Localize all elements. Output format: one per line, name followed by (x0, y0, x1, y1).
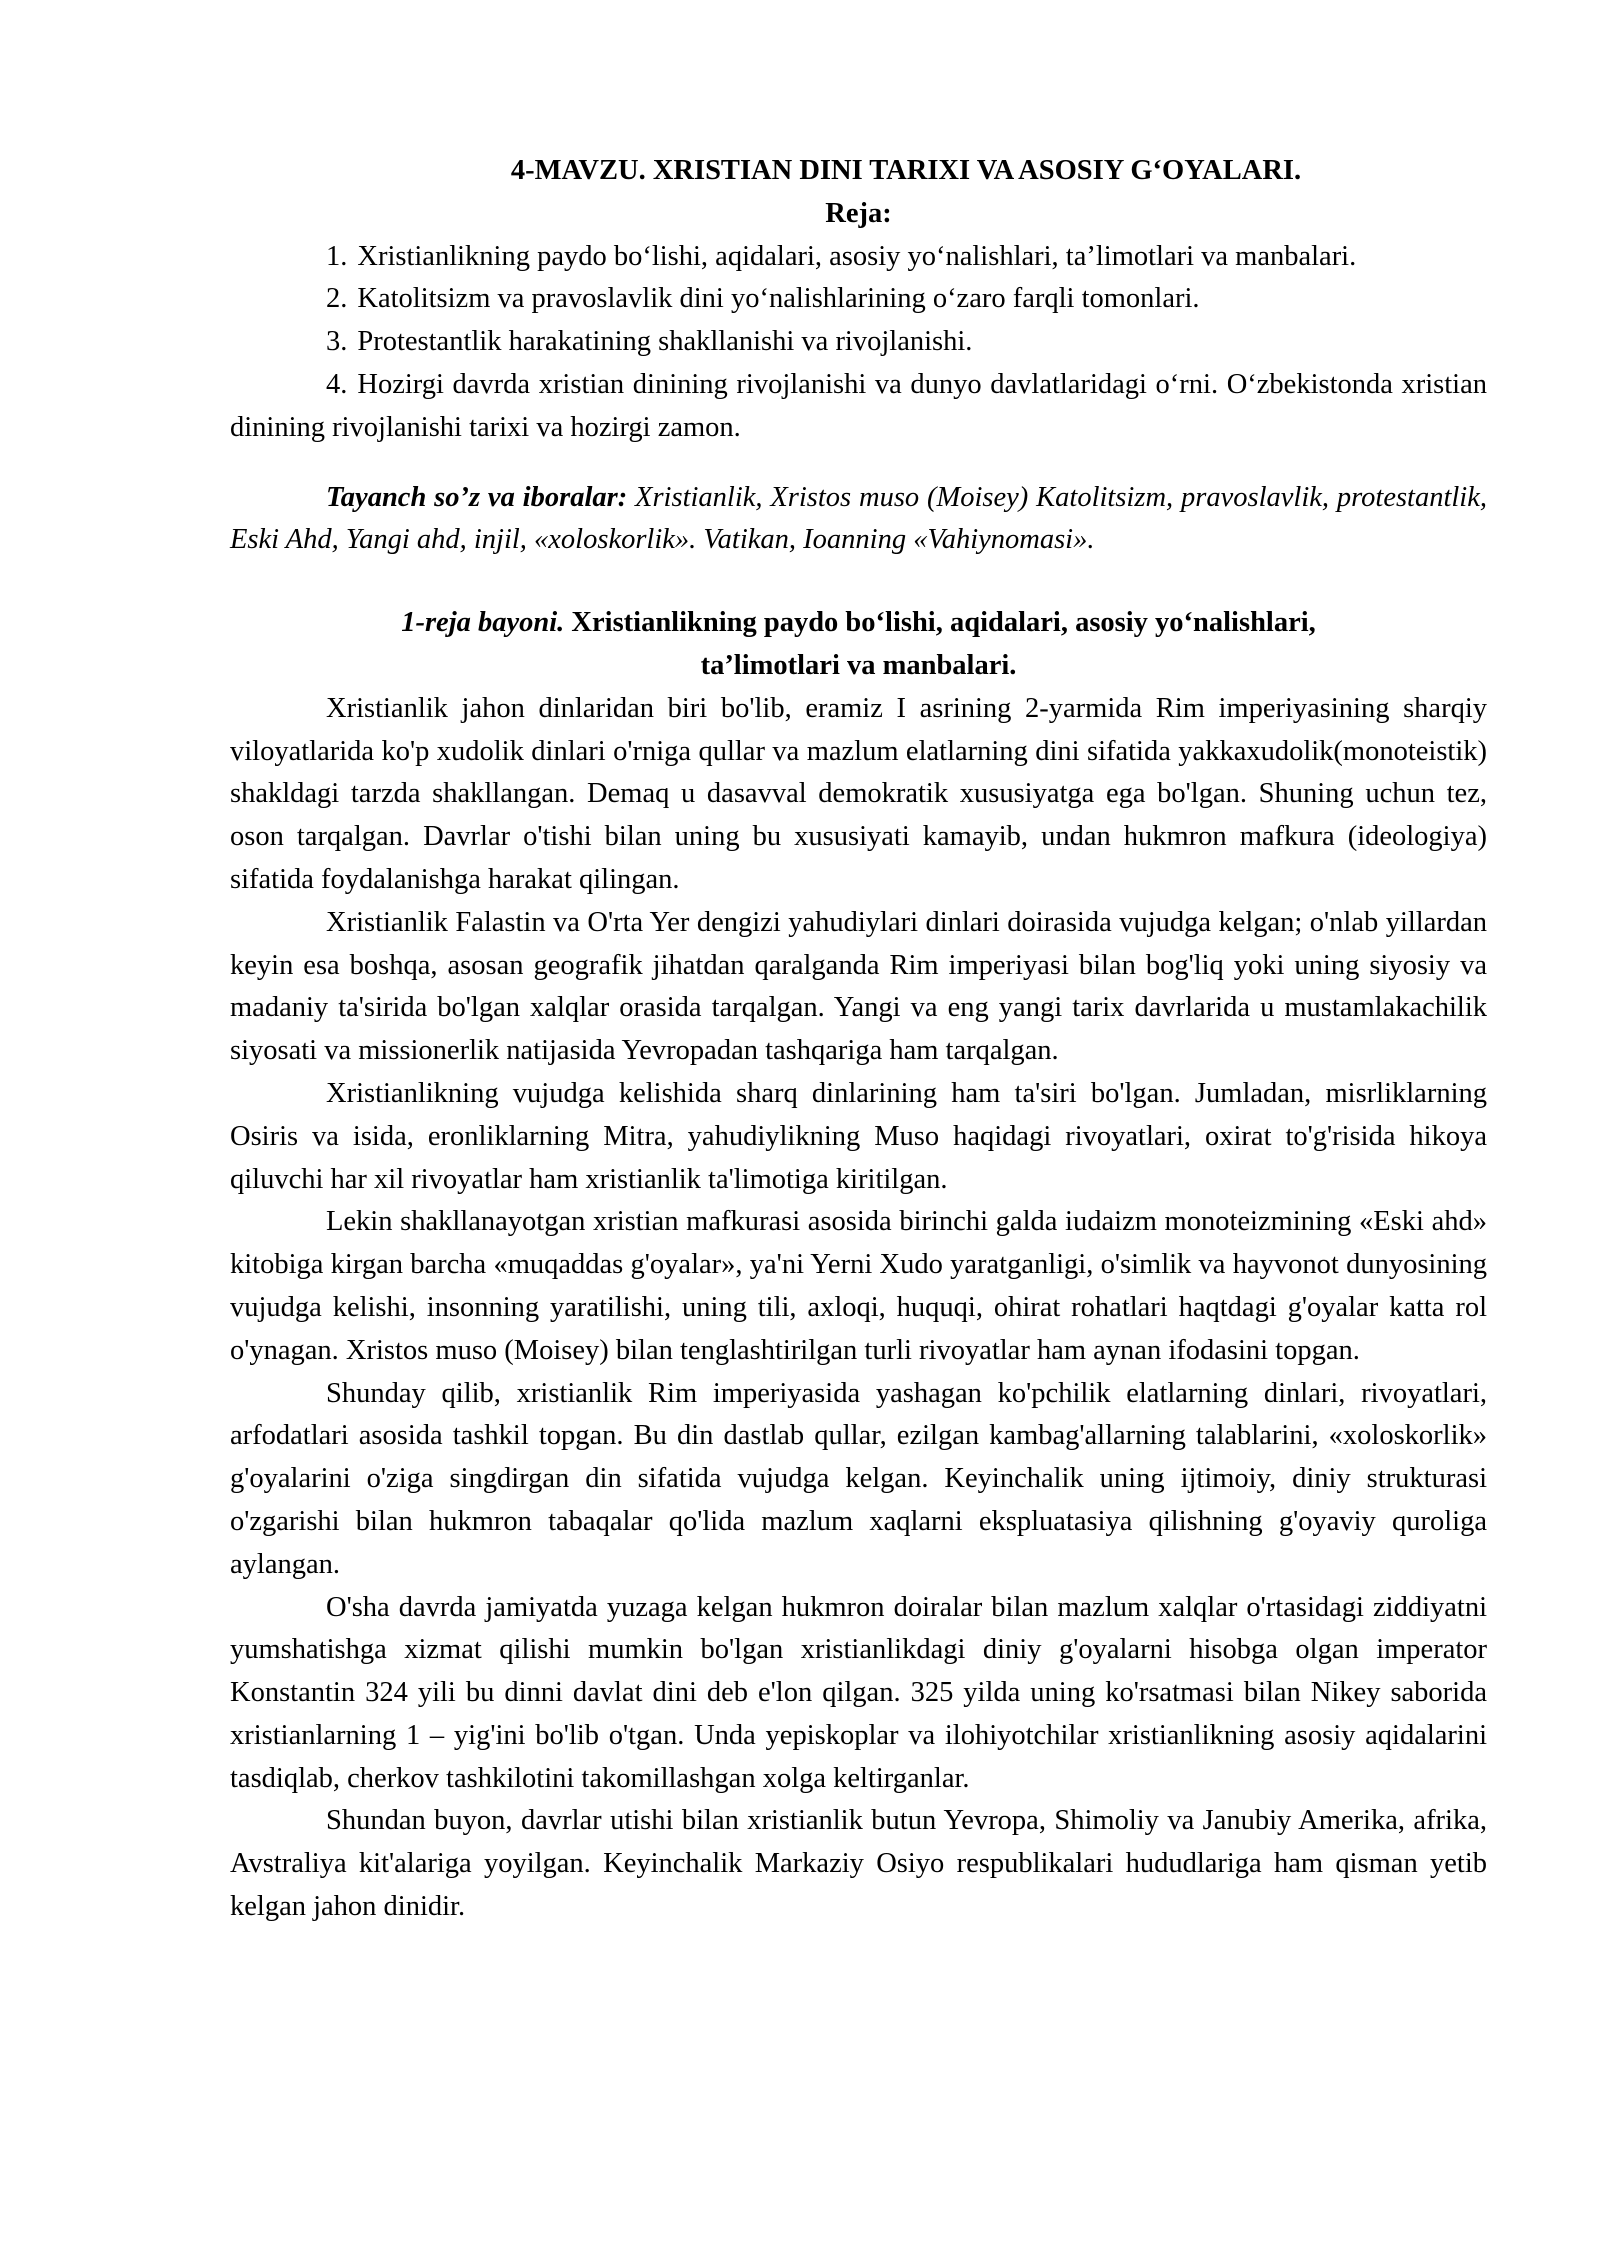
section-1-heading (230, 602, 1487, 688)
plan-item-text: Protestantlik harakatining shakllanishi va rivojlanishi. (357, 326, 973, 358)
plan-item-number: 3. (326, 326, 348, 358)
body-paragraph-3: Xristianlikning vujudga kelishida sharq dinlarining ham ta'siri bo'lgan. Jumladan, misrliklarning Osiris va isida, eronliklarning Mitra, yahudiylikning Muso haqidagi rivoyatlari, oxirat to'g'risida hikoya qiluvchi har xil rivoyatlar ham xristianlik ta'limotiga kiritilgan. (230, 1077, 1487, 1195)
plan-item-text: Hozirgi davrda xristian dinining rivojlanishi va dunyo davlatlaridagi o‘rni. O‘zbekistonda xristian dinining rivojlanishi tarixi va hozirgi zamon. (230, 368, 1487, 443)
body-paragraph-7: Shundan buyon, davrlar utishi bilan xristianlik butun Yevropa, Shimoliy va Janubiy Amerika, afrika, Avstraliya kit'alariga yoyilgan. Keyinchalik Markaziy Osiyo respublikalari hududlariga ham qisman yetib kelgan jahon dinidir. (230, 1805, 1487, 1923)
plan-item-4 (230, 364, 1487, 450)
plan-item-number: 4. (326, 368, 348, 400)
section-1-lead: 1-reja bayoni. (401, 607, 565, 639)
body-paragraph-6: O'sha davrda jamiyatda yuzaga kelgan hukmron doiralar bilan mazlum xalqlar o'rtasidagi ziddiyatni yumshatishga xizmat qilishi mumkin bo'lgan xristianlikdagi diniy g'oyalarni hisobga olgan imperator Konstantin 324 yili bu dinni davlat dini deb e'lon qilgan. 325 yilda uning ko'rsatmasi bilan Nikey saborida xristianlarning 1 – yig'ini bo'lib o'tgan. Unda yepiskoplar va ilohiyotchilar xristianlikning asosiy aqidalarini tasdiqlab, cherkov tashkilotini takomillashgan xolga keltirganlar. (230, 1591, 1487, 1794)
body-paragraph-4: Lekin shakllanayotgan xristian mafkurasi asosida birinchi galda iudaizm monoteizmining «Eski ahd» kitobiga kirgan barcha «muqaddas g'oyalar», ya'ni Yerni Xudo yaratganligi, o'simlik va hayvonot dunyosining vujudga kelishi, insonning yaratilishi, uning tili, axloqi, huquqi, ohirat rohatlari haqtdagi g'oyalar katta rol o'ynagan. Xristos muso (Moisey) bilan tenglashtirilgan turli rivoyatlar ham aynan ifodasini topgan. (230, 1206, 1487, 1366)
plan-item-text: Katolitsizm va pravoslavlik dini yo‘nalishlarining o‘zaro farqli tomonlari. (357, 283, 1200, 315)
plan-label: Reja: (825, 197, 892, 229)
section-1-heading-line-1 (230, 602, 1487, 645)
plan-item-number: 1. (326, 240, 348, 272)
section-1-heading-text: Xristianlikning paydo bo‘lishi, aqidalari, asosiy yo‘nalishlari, (564, 607, 1316, 639)
document-page (230, 150, 1487, 1929)
keywords-text: Xristianlik, Xristos muso (Moisey) Katolitsizm, pravoslavlik, protestantlik, Eski Ahd, Yangi ahd, injil, «xoloskorlik». Vatikan, Ioanning «Vahiynomasi». (230, 481, 1488, 556)
keywords-label: Tayanch so’z va iboralar: (326, 481, 628, 513)
section-1-heading-line-2: ta’limotlari va manbalari. (700, 649, 1017, 681)
body-paragraph-5: Shunday qilib, xristianlik Rim imperiyasida yashagan ko'pchilik elatlarning dinlari, rivoyatlari, arfodatlari asosida tashkil topgan. Bu din dastlab qullar, ezilgan kambag'allarning talablarini, «xoloskorlik» g'oyalarini o'ziga singdirgan din sifatida vujudga kelgan. Keyinchalik uning ijtimoiy, diniy strukturasi o'zgarishi bilan hukmron tabaqalar qo'lida mazlum xaqlarni ekspluatasiya qilishning g'oyaviy quroliga aylangan. (230, 1377, 1487, 1580)
keywords-paragraph (230, 477, 1487, 563)
body-paragraph-2: Xristianlik Falastin va O'rta Yer dengizi yahudiylari dinlari doirasida vujudga kelgan; o'nlab yillardan keyin esa boshqa, asosan geografik jihatdan qaralganda Rim imperiyasi bilan bog'liq yoki uning siyosiy va madaniy ta'sirida bo'lgan xalqlar orasida tarqalgan. Yangi va eng yangi tarix davrlarida u mustamlakachilik siyosati va missionerlik natijasida Yevropadan tashqariga ham tarqalgan. (230, 906, 1487, 1067)
plan-list (230, 236, 1487, 450)
plan-item-number: 2. (326, 283, 348, 315)
plan-item-2 (230, 278, 1487, 321)
document-title: 4-MAVZU. XRISTIAN DINI TARIXI VA ASOSIY G‘OYALARI. (510, 155, 1302, 186)
plan-item-text: Xristianlikning paydo bo‘lishi, aqidalari, asosiy yo‘nalishlari, ta’limotlari va manbalari. (357, 240, 1357, 272)
body-paragraph-1: Xristianlik jahon dinlaridan biri bo'lib, eramiz I asrining 2-yarmida Rim imperiyasining sharqiy viloyatlarida ko'p xudolik dinlari o'rniga qullar va mazlum elatlarning dini sifatida yakkaxudolik(monoteistik) shakldagi tarzda shakllangan. Demaq u dasavval demokratik xususiyatga ega bo'lgan. Shuning uchun tez, oson tarqalgan. Davrlar o'tishi bilan uning bu xususiyati kamayib, undan hukmron mafkura (ideologiya) sifatida foydalanishga harakat qilingan. (230, 692, 1487, 895)
plan-item-1 (230, 236, 1487, 279)
section-1-body (230, 688, 1487, 1929)
plan-item-3 (230, 321, 1487, 364)
